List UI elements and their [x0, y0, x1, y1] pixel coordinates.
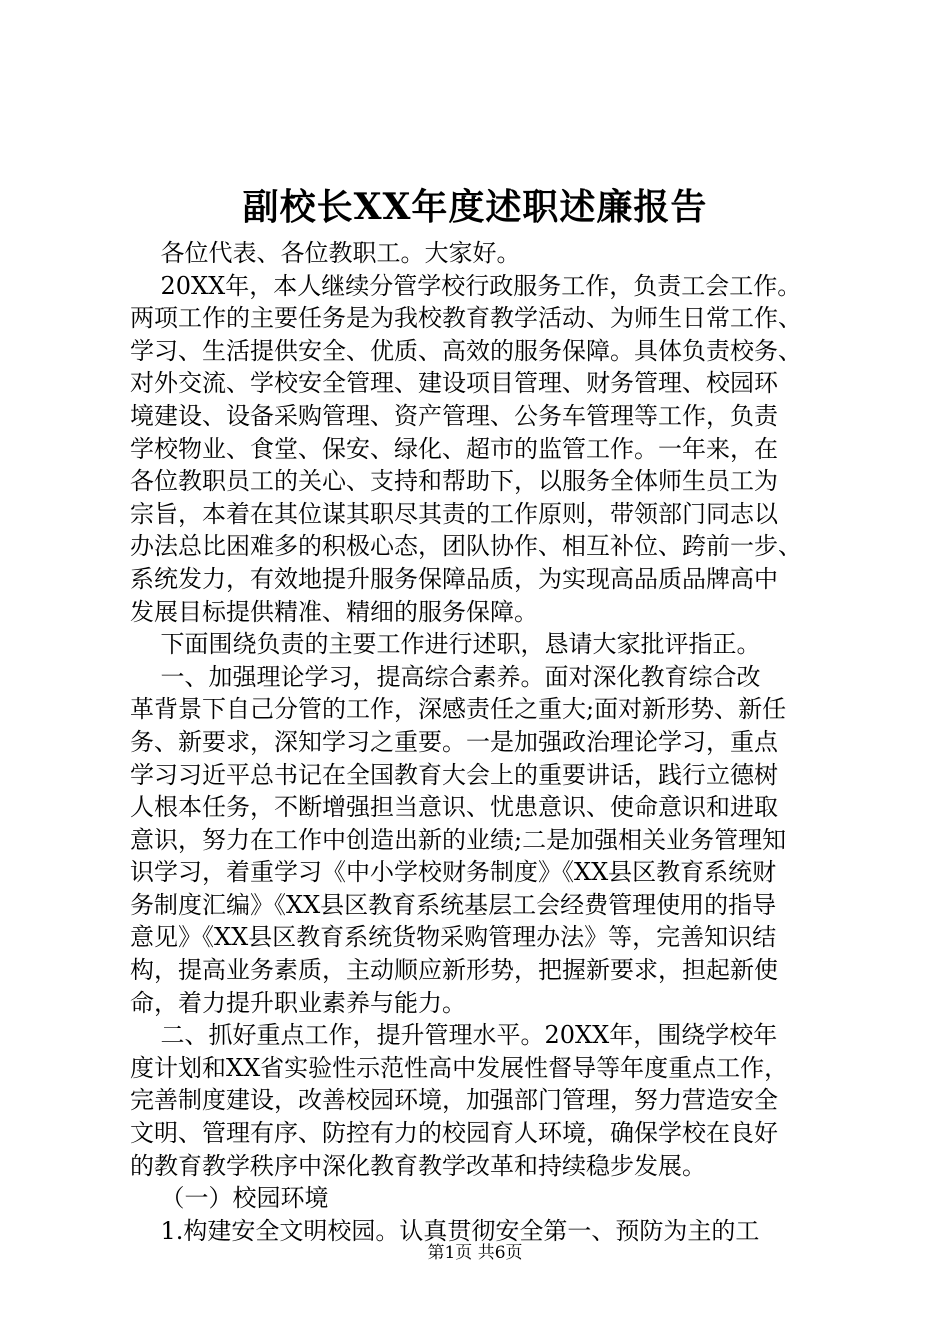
- body-line: 学习习近平总书记在全国教育大会上的重要讲话，践行立德树: [130, 760, 778, 789]
- page-number-footer: 第1页 共6页: [427, 1243, 523, 1263]
- body-line: 发展目标提供精准、精细的服务保障。: [130, 597, 538, 626]
- body-line: 学校物业、食堂、保安、绿化、超市的监管工作。一年来，在: [130, 434, 778, 463]
- body-line: 意识，努力在工作中创造出新的业绩;二是加强相关业务管理知: [130, 825, 787, 854]
- body-line: 系统发力，有效地提升服务保障品质，为实现高品质品牌高中: [130, 564, 778, 593]
- body-line: 宗旨，本着在其位谋其职尽其责的工作原则，带领部门同志以: [130, 499, 778, 528]
- body-line: 务、新要求，深知学习之重要。一是加强政治理论学习，重点: [130, 727, 778, 756]
- body-line: 各位代表、各位教职工。大家好。: [130, 239, 521, 267]
- body-line: 识学习，着重学习《中小学校财务制度》《XX县区教育系统财: [130, 858, 777, 887]
- body-line: 革背景下自己分管的工作，深感责任之重大;面对新形势、新任: [130, 695, 787, 724]
- body-line: （一）校园环境: [130, 1184, 329, 1213]
- body-line: 完善制度建设，改善校园环境，加强部门管理，努力营造安全: [130, 1086, 778, 1115]
- document-title: 副校长XX年度述职述廉报告: [242, 186, 708, 228]
- body-line: 学习、生活提供安全、优质、高效的服务保障。具体负责校务、: [130, 336, 802, 365]
- body-line: 命，着力提升职业素养与能力。: [130, 988, 466, 1017]
- body-line: 务制度汇编》《XX县区教育系统基层工会经费管理使用的指导: [130, 890, 777, 919]
- body-line: 各位教职员工的关心、支持和帮助下，以服务全体师生员工为: [130, 467, 778, 496]
- body-line: 的教育教学秩序中深化教育教学改革和持续稳步发展。: [130, 1151, 706, 1180]
- body-line: 办法总比困难多的积极心态，团队协作、相互补位、跨前一步、: [130, 532, 802, 561]
- body-line: 对外交流、学校安全管理、建设项目管理、财务管理、校园环: [130, 369, 778, 398]
- body-line: 两项工作的主要任务是为我校教育教学活动、为师生日常工作、: [130, 304, 802, 333]
- body-line: 二、抓好重点工作，提升管理水平。20XX年，围绕学校年: [130, 1021, 778, 1050]
- body-line: 文明、管理有序、防控有力的校园育人环境，确保学校在良好: [130, 1119, 778, 1148]
- body-line: 一、加强理论学习，提高综合素养。面对深化教育综合改: [130, 662, 761, 691]
- body-line: 境建设、设备采购管理、资产管理、公务车管理等工作，负责: [130, 401, 778, 430]
- body-line: 1.构建安全文明校园。认真贯彻安全第一、预防为主的工: [130, 1216, 760, 1245]
- document-body: [130, 237, 824, 1247]
- body-line: 人根本任务，不断增强担当意识、忧患意识、使命意识和进取: [130, 793, 778, 822]
- body-line: 度计划和XX省实验性示范性高中发展性督导等年度重点工作，: [130, 1053, 789, 1082]
- body-line: 意见》《XX县区教育系统货物采购管理办法》等，完善知识结: [130, 923, 777, 952]
- body-line: 下面围绕负责的主要工作进行述职，恳请大家批评指正。: [130, 630, 761, 659]
- body-line: 构，提高业务素质，主动顺应新形势，把握新要求，担起新使: [130, 956, 778, 985]
- body-line: 20XX年，本人继续分管学校行政服务工作，负责工会工作。: [130, 271, 802, 300]
